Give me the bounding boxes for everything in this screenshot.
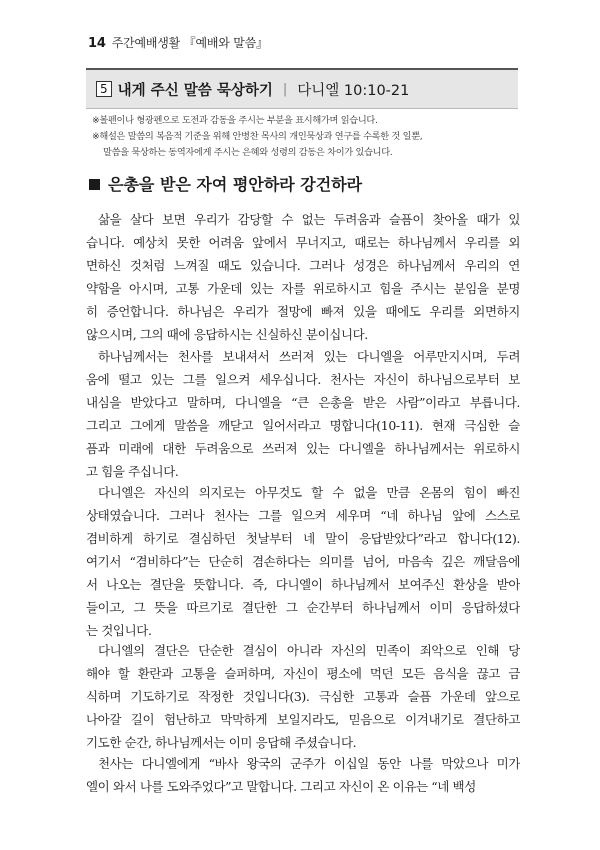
paragraph-line: 않으시며, 그의 때에 응답하시는 신실하신 분이십니다. — [86, 327, 368, 342]
paragraph-line: 는 것입니다. — [86, 623, 152, 638]
section-number: 5 — [96, 81, 112, 97]
paragraph-line: 삶을 살다 보면 우리가 감당할 수 없는 두려움과 슬픔이 찾아올 때가 있 — [98, 212, 520, 227]
paragraph-line: 천사는 다니엘에게 “바사 왕국의 군주가 이십일 동안 나를 막았으나 미가 — [98, 756, 520, 771]
heading-text: 은총을 받은 자여 평안하라 강건하라 — [108, 175, 363, 194]
section-title: 내게 주신 말씀 묵상하기 — [117, 82, 273, 99]
paragraph-line: 고 힘을 주십니다. — [86, 464, 179, 479]
square-bullet-icon — [89, 179, 100, 190]
paragraph-line: 나아갈 길이 험난하고 막막하게 보일지라도, 믿음으로 이겨내기로 결단하고 — [86, 712, 520, 727]
scripture-reference: 다니엘 10:10-21 — [297, 82, 410, 99]
paragraph-line: 다니엘은 자신의 의지로는 아무것도 할 수 없을 만큼 온몸의 힘이 빠진 — [98, 485, 520, 500]
devotional-heading — [89, 172, 362, 195]
paragraph-line: 습니다. 예상치 못한 어려움 앞에서 무너지고, 때로는 하나님께서 우리를 외 — [86, 235, 520, 250]
page-number: 14 — [88, 36, 106, 51]
body-paragraph — [86, 345, 520, 483]
paragraph-line: 면하신 것처럼 느껴질 때도 있습니다. 그러나 성경은 하나님께서 우리의 연 — [86, 258, 520, 273]
paragraph-line: 그리고 그에게 말씀을 깨닫고 일어서라고 명합니다(10-11). 현재 극심한 슬 — [86, 418, 520, 433]
paragraph-line: 식하며 기도하기로 작정한 것입니다(3). 극심한 고통과 슬픔 가운데 앞으로 — [86, 689, 520, 704]
note-line: ※해설은 말씀의 복음적 기준을 위해 안병찬 목사의 개인묵상과 연구를 수록한 것 일뿐, — [92, 131, 423, 142]
paragraph-line: 움에 떨고 있는 그를 일으켜 세우십니다. 천사는 자신이 하나님으로부터 보 — [86, 372, 520, 387]
body-paragraph — [86, 208, 520, 346]
paragraph-line: 해야 할 환란과 고통을 슬퍼하며, 자신이 평소에 먹던 모든 음식을 끊고 금 — [86, 666, 520, 681]
body-paragraph — [86, 639, 520, 754]
paragraph-line: 엘이 와서 나를 도와주었다”고 말합니다. 그리고 자신이 온 이유는 “네 백성 — [86, 779, 476, 794]
paragraph-line: 다니엘의 결단은 단순한 결심이 아니라 자신의 민족이 죄악으로 인해 당 — [98, 643, 520, 658]
paragraph-line: 약함을 아시며, 고통 가운데 있는 자를 위로하시고 힘을 주시는 분임을 분명 — [86, 281, 520, 296]
book-title: 주간예배생활 『예배와 말씀』 — [111, 36, 268, 50]
paragraph-line: 여기서 “겸비하다”는 단순히 겸손하다는 의미를 넘어, 마음속 깊은 깨달음에 — [86, 554, 520, 569]
body-paragraph — [86, 752, 520, 798]
paragraph-line: 들이고, 그 뜻을 따르기로 결단한 그 순간부터 하나님께서 이미 응답하셨다 — [86, 600, 520, 615]
paragraph-line: 기도한 순간, 하나님께서는 이미 응답해 주셨습니다. — [86, 735, 357, 750]
note-line: ※볼펜이나 형광펜으로 도전과 감동을 주시는 부분을 표시해가며 읽습니다. — [92, 115, 378, 126]
section-title-box — [86, 68, 518, 109]
note-line: 말씀을 묵상하는 동역자에게 주시는 은혜와 성령의 감동은 차이가 있습니다. — [103, 147, 393, 158]
paragraph-line: 상태였습니다. 그러나 천사는 그를 일으켜 세우며 “네 하나님 앞에 스스로 — [86, 508, 520, 523]
paragraph-line: 픔과 미래에 대한 두려움으로 쓰러져 있는 다니엘을 하나님께서는 위로하시 — [86, 441, 520, 456]
paragraph-line: 겸비하게 하기로 결심하던 첫날부터 네 말이 응답받았다”라고 합니다(12). — [86, 531, 520, 546]
paragraph-line: 서 나오는 결단을 뜻합니다. 즉, 다니엘이 하나님께서 보여주신 환상을 받아 — [86, 577, 520, 592]
paragraph-line: 하나님께서는 천사를 보내셔서 쓰러져 있는 다니엘을 어루만지시며, 두려 — [98, 349, 520, 364]
paragraph-line: 히 증언합니다. 하나님은 우리가 절망에 빠져 있을 때에도 우리를 외면하지 — [86, 304, 520, 319]
body-paragraph — [86, 481, 520, 642]
paragraph-line: 내심을 받았다고 말하며, 다니엘을 “큰 은총을 받은 사람”이라고 부릅니다. — [86, 395, 520, 410]
running-header — [88, 34, 268, 51]
reading-notes — [92, 113, 518, 161]
section-separator: | — [282, 81, 288, 97]
